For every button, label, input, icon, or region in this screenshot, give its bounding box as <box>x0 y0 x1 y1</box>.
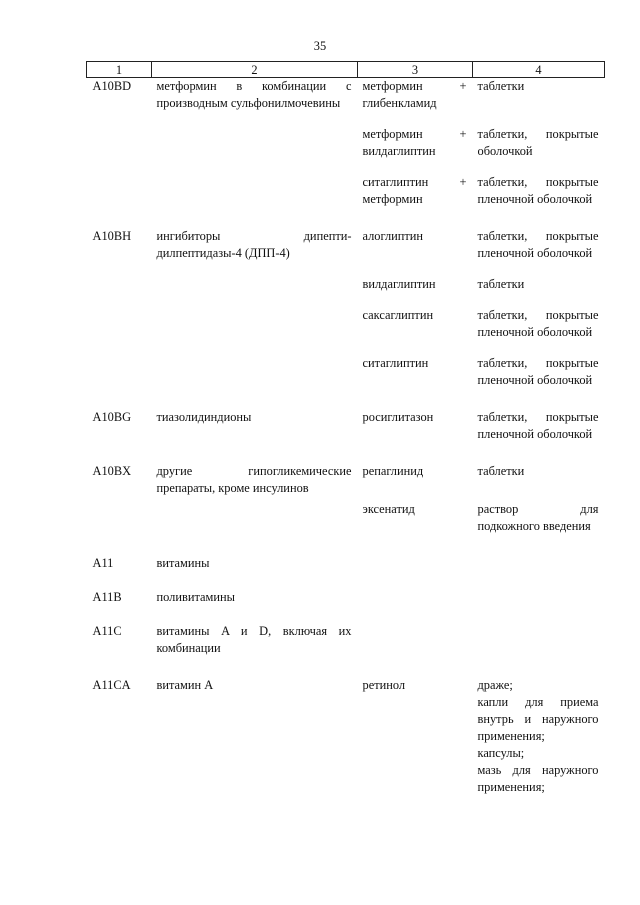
drug-cell: алоглиптин <box>362 229 424 243</box>
table-row <box>87 409 605 463</box>
dosage-form: таблетки, покрытые оболочкой <box>477 127 599 158</box>
group-cell: тиазолидиндионы <box>156 410 252 424</box>
dosage-form: драже; <box>477 678 513 692</box>
dosage-form: таблетки, покрытые пленочной оболочкой <box>477 356 599 387</box>
dosage-form: раствор для подкожного введения <box>477 502 599 533</box>
drug-cell: метформин + глибенкламид <box>362 79 467 110</box>
form-cell <box>473 307 605 355</box>
code-cell: A11B <box>92 590 122 604</box>
form-cell <box>473 623 605 677</box>
code-cell: A10BH <box>92 229 132 243</box>
drug-cell: саксаглиптин <box>362 308 434 322</box>
group-cell: ингибиторы дипепти-дилпептидазы-4 (ДПП-4) <box>156 229 352 260</box>
code-cell <box>87 307 152 355</box>
dosage-form: таблетки, покрытые пленочной оболочкой <box>477 175 599 206</box>
form-cell <box>473 355 605 409</box>
form-cell <box>473 276 605 307</box>
table-row <box>87 276 605 307</box>
form-cell <box>473 174 605 228</box>
drug-table <box>86 61 605 796</box>
page-number: 35 <box>313 39 327 53</box>
table-row <box>87 355 605 409</box>
code-cell: A10BX <box>92 464 132 478</box>
code-cell: A11C <box>92 624 122 638</box>
group-cell <box>152 355 358 409</box>
form-cell <box>473 501 605 555</box>
drug-cell <box>358 623 473 677</box>
group-cell <box>152 501 358 555</box>
group-cell <box>152 126 358 174</box>
table-row <box>87 677 605 796</box>
code-cell <box>87 174 152 228</box>
column-header-2: 2 <box>152 62 358 78</box>
dosage-form: капли для приема внутрь и наружного применения; <box>477 695 599 743</box>
code-cell <box>87 126 152 174</box>
table-row <box>87 623 605 677</box>
group-cell <box>152 174 358 228</box>
dosage-form: мазь для наружного применения; <box>477 763 599 794</box>
column-header-3: 3 <box>358 62 473 78</box>
drug-cell <box>358 589 473 623</box>
code-cell <box>87 276 152 307</box>
table-row <box>87 307 605 355</box>
code-cell <box>87 501 152 555</box>
dosage-form: таблетки <box>477 79 525 93</box>
code-cell <box>87 355 152 409</box>
drug-cell: метформин + вилдаглиптин <box>362 127 467 158</box>
group-cell <box>152 307 358 355</box>
group-cell: поливитамины <box>156 590 235 604</box>
drug-cell: вилдаглиптин <box>362 277 436 291</box>
code-cell: A10BG <box>92 410 132 424</box>
group-cell: витамин A <box>156 678 214 692</box>
dosage-form: капсулы; <box>477 746 525 760</box>
table-header <box>87 62 605 78</box>
dosage-form: таблетки, покрытые пленочной оболочкой <box>477 229 599 260</box>
code-cell: A10BD <box>92 79 132 93</box>
table-row <box>87 174 605 228</box>
drug-cell: репаглинид <box>362 464 424 478</box>
table-row <box>87 228 605 276</box>
drug-cell: эксенатид <box>362 502 415 516</box>
drug-cell: ситаглиптин <box>362 356 429 370</box>
group-cell: метформин в комбинации с производным сульфонилмочевины <box>156 79 352 110</box>
table-row <box>87 463 605 501</box>
dosage-form: таблетки <box>477 277 525 291</box>
table-body <box>87 78 605 797</box>
form-cell <box>473 409 605 463</box>
drug-cell <box>358 555 473 589</box>
table-row <box>87 78 605 127</box>
column-header-4: 4 <box>473 62 605 78</box>
dosage-form: таблетки, покрытые пленочной оболочкой <box>477 410 599 441</box>
group-cell: витамины A и D, включая их комбинации <box>156 624 352 655</box>
group-cell: другие гипогликемические препараты, кроме инсулинов <box>156 464 352 495</box>
code-cell: A11CA <box>92 678 131 692</box>
form-cell <box>473 589 605 623</box>
table-row <box>87 126 605 174</box>
dosage-form: таблетки <box>477 464 525 478</box>
form-cell <box>473 78 605 127</box>
drug-cell: ретинол <box>362 678 406 692</box>
form-cell <box>473 126 605 174</box>
group-cell <box>152 276 358 307</box>
form-cell <box>473 677 605 796</box>
group-cell: витамины <box>156 556 210 570</box>
table-row <box>87 555 605 589</box>
column-header-1: 1 <box>87 62 152 78</box>
form-cell <box>473 555 605 589</box>
drug-cell: ситаглиптин + метформин <box>362 175 467 206</box>
table-row <box>87 501 605 555</box>
table-row <box>87 589 605 623</box>
form-cell <box>473 228 605 276</box>
drug-cell: росиглитазон <box>362 410 434 424</box>
dosage-form: таблетки, покрытые пленочной оболочкой <box>477 308 599 339</box>
form-cell <box>473 463 605 501</box>
code-cell: A11 <box>92 556 114 570</box>
